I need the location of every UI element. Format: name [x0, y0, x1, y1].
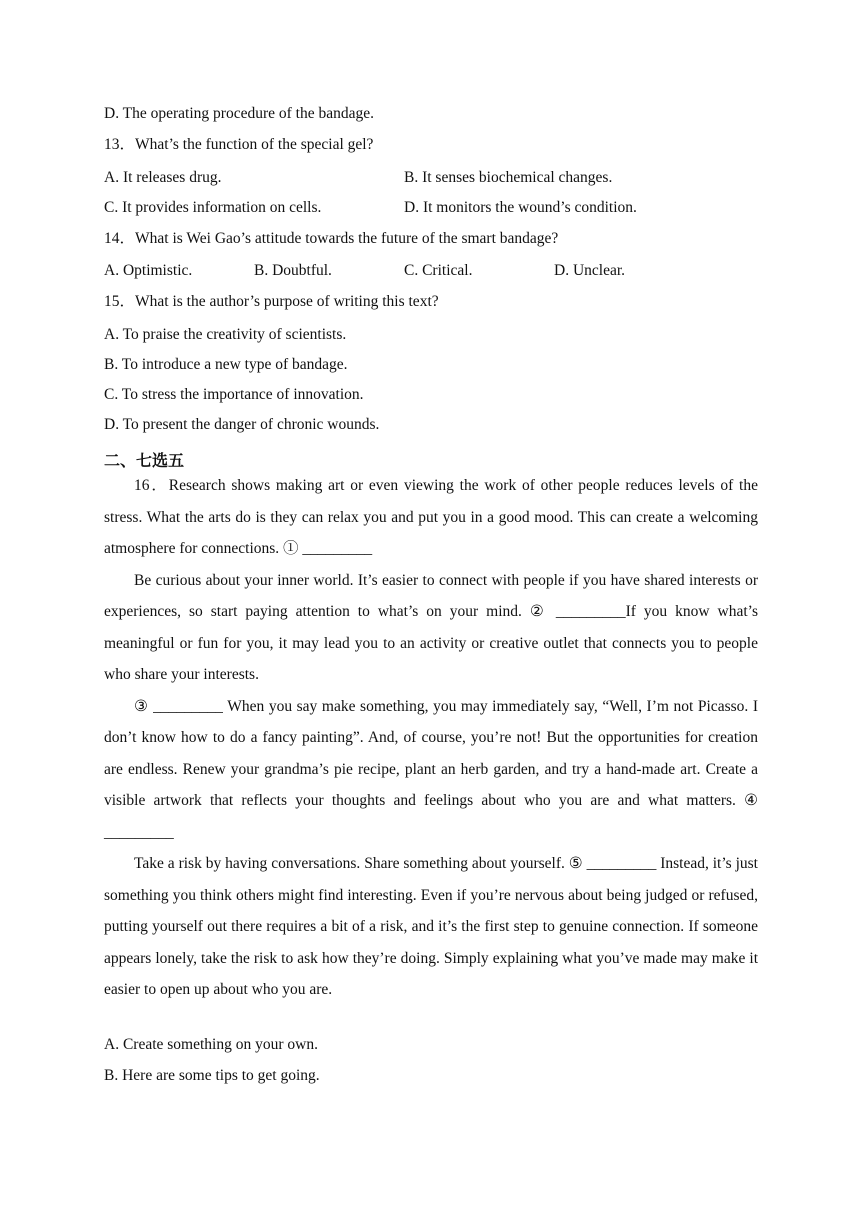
q14-stem: 14．What is Wei Gao’s attitude towards the future of the smart bandage?: [104, 230, 559, 247]
q13-option-c: C. It provides information on cells.: [104, 199, 322, 216]
passage-paragraph-4: Take a risk by having conversations. Share something about yourself. ⑤ _________ Instead, it’s just something you think others might find interesting. Even if you’re nervous about being judged or refused, putting yourself out there requires a bit of a risk, and it’s the first step to genuine connection. If someone appears lonely, take the risk to ask how they’re doing. Simply explaining what you’ve made may make it easier to open up about who you are.: [104, 855, 758, 998]
q15-option-a: A. To praise the creativity of scientists.: [104, 326, 347, 343]
q15-stem: 15．What is the author’s purpose of writing this text?: [104, 293, 439, 310]
passage-paragraph-1: 16．Research shows making art or even viewing the work of other people reduces levels of the stress. What the arts do is they can relax you and put you in a good mood. This can create a welcoming atmosphere for connections. ① _________: [104, 477, 758, 557]
q14-option-c: C. Critical.: [404, 262, 473, 279]
passage-paragraph-3: ③ _________ When you say make something, you may immediately say, “Well, I’m not Picasso. I don’t know how to do a fancy painting”. And, of course, you’re not! But the opportunities for creation are endless. Renew your grandma’s pie recipe, plant an herb garden, and try a hand-made art. Create a visible artwork that reflects your thoughts and feelings about who you are and what matters. ④ _________: [104, 697, 758, 841]
cloze-option-b: B. Here are some tips to get going.: [104, 1067, 320, 1084]
q14-option-a: A. Optimistic.: [104, 262, 193, 279]
q13-option-d: D. It monitors the wound’s condition.: [404, 199, 637, 216]
cloze-option-a: A. Create something on your own.: [104, 1036, 318, 1053]
q13-options-row1: [104, 168, 612, 188]
q15-option-d: D. To present the danger of chronic wounds.: [104, 416, 380, 433]
q13-stem: 13．What’s the function of the special gel?: [104, 136, 374, 153]
q14-option-d: D. Unclear.: [554, 262, 626, 279]
passage-paragraph-2: Be curious about your inner world. It’s easier to connect with people if you have shared interests or experiences, so start paying attention to what’s on your mind. ② _________If you know what’s meaningful or fun for you, it may lead you to an activity or creative outlet that connects you to people who share your interests.: [104, 571, 758, 683]
q13-option-b: B. It senses biochemical changes.: [404, 169, 613, 186]
q15-option-c: C. To stress the importance of innovation.: [104, 386, 364, 403]
q13-option-a: A. It releases drug.: [104, 169, 222, 186]
q12-option-d: D. The operating procedure of the bandage.: [104, 105, 374, 122]
section-heading: 二、七选五: [104, 451, 185, 470]
q14-options-row: [104, 261, 625, 281]
cloze-passage: [104, 470, 758, 1006]
q14-option-b: B. Doubtful.: [254, 262, 332, 279]
q15-option-b: B. To introduce a new type of bandage.: [104, 356, 348, 373]
q13-options-row2: [104, 198, 637, 218]
